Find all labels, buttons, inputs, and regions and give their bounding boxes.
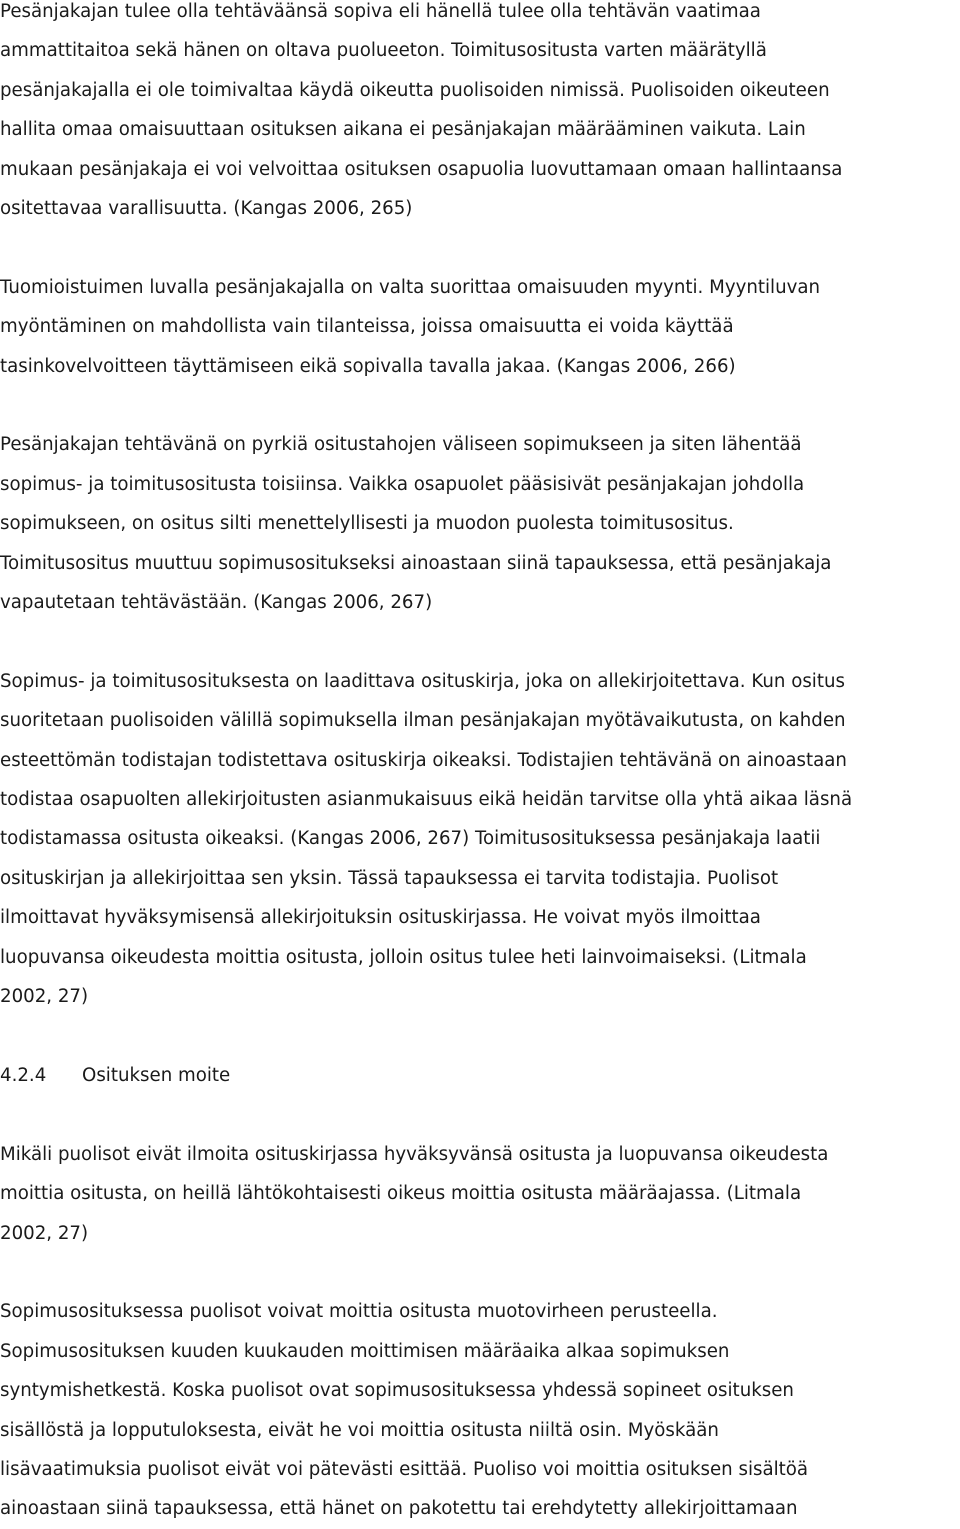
text-line: myöntäminen on mahdollista vain tilanteissa, joissa omaisuutta ei voida käyttää <box>0 316 734 338</box>
text-line: suoritetaan puolisoiden välillä sopimuksella ilman pesänjakajan myötävaikutusta, on kahden <box>0 710 846 732</box>
text-line: todistaa osapuolten allekirjoitusten asianmukaisuus eikä heidän tarvitse olla yhtä aikaa läsnä <box>0 789 853 811</box>
text-line: pesänjakajalla ei ole toimivaltaa käydä oikeutta puolisoiden nimissä. Puolisoiden oikeuteen <box>0 79 830 101</box>
paragraph <box>0 268 946 386</box>
section-title: Osituksen moite <box>82 1064 231 1086</box>
section-number: 4.2.4 <box>0 1064 47 1086</box>
text-line: tasinkovelvoitteen täyttämiseen eikä sopivalla tavalla jakaa. (Kangas 2006, 266) <box>0 355 736 377</box>
text-line: sopimukseen, on ositus silti menettelyllisesti ja muodon puolesta toimitusositus. <box>0 513 734 535</box>
text-line: 2002, 27) <box>0 1222 89 1244</box>
text-line: Pesänjakajan tehtävänä on pyrkiä ositustahojen väliseen sopimukseen ja siten lähentää <box>0 434 802 456</box>
text-line: todistamassa ositusta oikeaksi. (Kangas 2006, 267) Toimitusosituksessa pesänjakaja laatii <box>0 828 821 850</box>
text-line: ammattitaitoa sekä hänen on oltava puolueeton. Toimitusositusta varten määrätyllä <box>0 40 767 62</box>
text-line: Toimitusositus muuttuu sopimusositukseksi ainoastaan siinä tapauksessa, että pesänjakaja <box>0 552 832 574</box>
section-heading <box>0 1056 946 1095</box>
paragraph <box>0 1135 946 1253</box>
text-line: Mikäli puolisot eivät ilmoita osituskirjassa hyväksyvänsä ositusta ja luopuvansa oikeudesta <box>0 1143 829 1165</box>
text-line: mukaan pesänjakaja ei voi velvoittaa osituksen osapuolia luovuttamaan omaan hallintaansa <box>0 158 843 180</box>
text-line: Tuomioistuimen luvalla pesänjakajalla on valta suorittaa omaisuuden myynti. Myyntiluvan <box>0 276 821 298</box>
text-line: luopuvansa oikeudesta moittia ositusta, jolloin ositus tulee heti lainvoimaiseksi. (Litmala <box>0 946 807 968</box>
text-line: ilmoittavat hyväksymisensä allekirjoituksin osituskirjassa. He voivat myös ilmoittaa <box>0 907 761 929</box>
text-line: esteettömän todistajan todistettava osituskirja oikeaksi. Todistajien tehtävänä on ainoastaan <box>0 749 847 771</box>
text-line: Sopimusosituksen kuuden kuukauden moittimisen määräaika alkaa sopimuksen <box>0 1340 730 1362</box>
text-line: Sopimusosituksessa puolisot voivat moittia ositusta muotovirheen perusteella. <box>0 1301 718 1323</box>
text-line: Sopimus- ja toimitusosituksesta on laadittava osituskirja, joka on allekirjoitettava. Kun ositus <box>0 670 845 692</box>
text-line: hallita omaa omaisuuttaan osituksen aikana ei pesänjakajan määrääminen vaikuta. Lain <box>0 119 806 141</box>
text-line: 2002, 27) <box>0 986 89 1008</box>
text-line: sopimus- ja toimitusositusta toisiinsa. Vaikka osapuolet pääsisivät pesänjakajan johdolla <box>0 473 805 495</box>
text-line: syntymishetkestä. Koska puolisot ovat sopimusosituksessa yhdessä sopineet osituksen <box>0 1380 794 1402</box>
text-line: Pesänjakajan tulee olla tehtäväänsä sopiva eli hänellä tulee olla tehtävän vaatimaa <box>0 1 761 22</box>
text-line: ainoastaan siinä tapauksessa, että hänet on pakotettu tai erehdytetty allekirjoittamaan <box>0 1498 798 1520</box>
text-line: moittia ositusta, on heillä lähtökohtaisesti oikeus moittia ositusta määräajassa. (Litmala <box>0 1183 802 1205</box>
paragraph <box>0 425 946 622</box>
text-line: vapautetaan tehtävästään. (Kangas 2006, 267) <box>0 592 433 614</box>
text-line: lisävaatimuksia puolisot eivät voi pätevästi esittää. Puoliso voi moittia osituksen sisältöä <box>0 1458 809 1480</box>
paragraph <box>0 0 946 228</box>
paragraph <box>0 662 946 1017</box>
text-line: ositettavaa varallisuutta. (Kangas 2006, 265) <box>0 198 413 220</box>
paragraph <box>0 1292 946 1528</box>
text-line: osituskirjan ja allekirjoittaa sen yksin. Tässä tapauksessa ei tarvita todistajia. Puolisot <box>0 867 779 889</box>
section-body <box>0 1135 946 1529</box>
text-line: sisällöstä ja lopputuloksesta, eivät he voi moittia ositusta niiltä osin. Myöskään <box>0 1419 719 1441</box>
